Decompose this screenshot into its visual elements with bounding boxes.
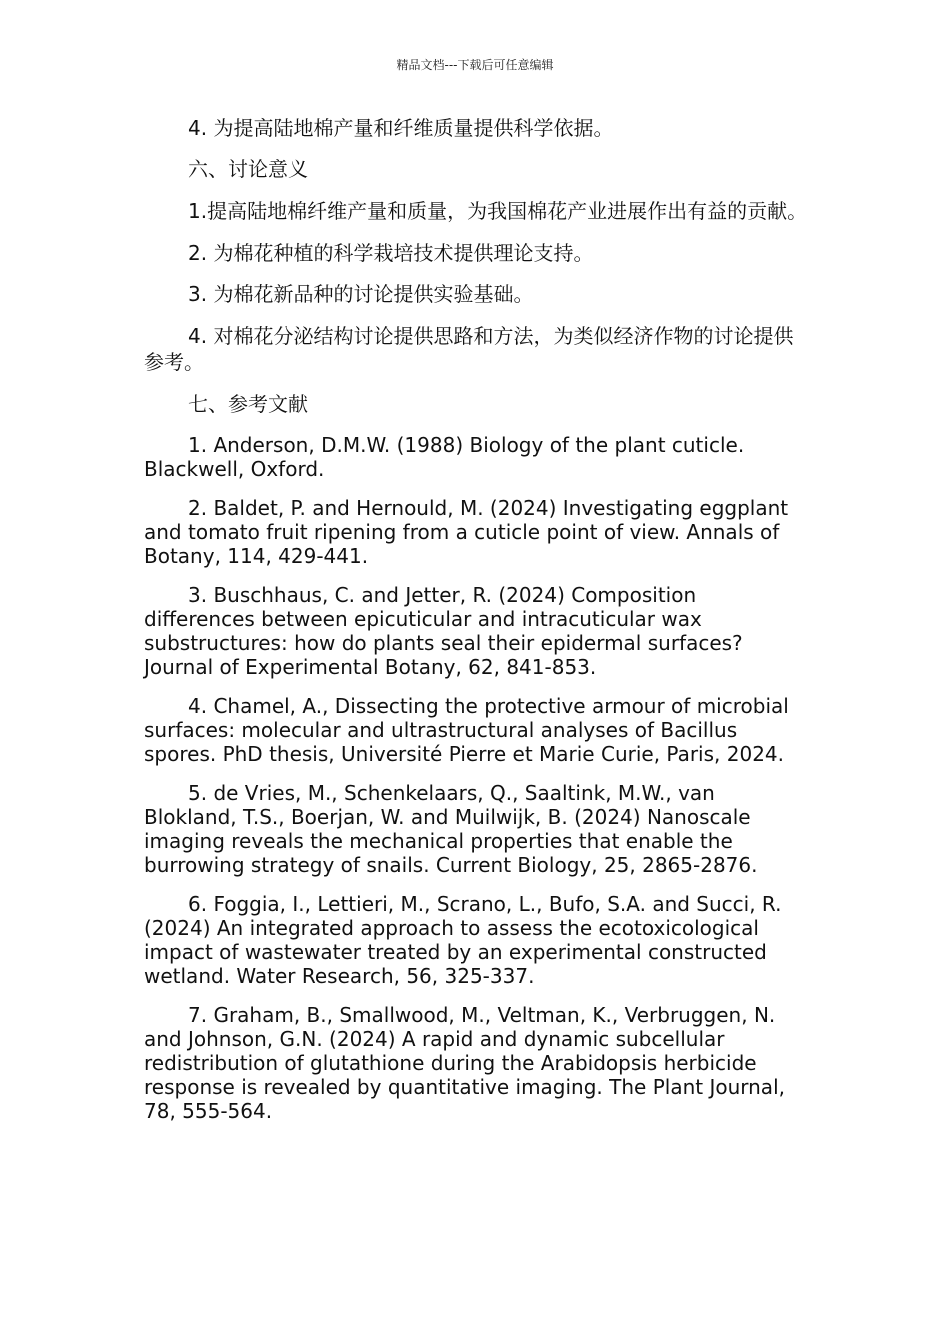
reference-item: 4. Chamel, A., Dissecting the protective armour of microbial surfaces: molecular and ultrastructural analyses of Bacillus spores. PhD thesis, Université Pierre et Marie Curie, Paris, 2024. <box>144 694 789 766</box>
reference-item: 2. Baldet, P. and Hernould, M. (2024) Investigating eggplant and tomato fruit ripening from a cuticle point of view. Annals of Botany, 114, 429-441. <box>144 496 789 568</box>
paragraph-significance-2: 2. 为棉花种植的科学栽培技术提供理论支持。 <box>188 241 594 265</box>
page-header-note: 精品文档---下载后可任意编辑 <box>396 58 554 72</box>
reference-item: 3. Buschhaus, C. and Jetter, R. (2024) Composition differences between epicuticular and intracuticular wax substructures: how do plants seal their epidermal surfaces? Journal of Experimental Botany, 62, 841-853. <box>144 583 743 679</box>
section-heading-significance: 六、讨论意义 <box>188 157 308 181</box>
section-heading-references: 七、参考文献 <box>188 392 308 416</box>
paragraph-purpose-4: 4. 为提高陆地棉产量和纤维质量提供科学依据。 <box>188 116 614 140</box>
reference-item: 6. Foggia, I., Lettieri, M., Scrano, L., Bufo, S.A. and Succi, R. (2024) An integrated approach to assess the ecotoxicological impact of wastewater treated by an experimental constructed wetland. Water Research, 56, 325-337. <box>144 892 782 988</box>
reference-item: 1. Anderson, D.M.W. (1988) Biology of the plant cuticle. Blackwell, Oxford. <box>144 433 745 481</box>
document-body <box>144 116 808 1138</box>
paragraph-significance-1: 1.提高陆地棉纤维产量和质量，为我国棉花产业进展作出有益的贡献。 <box>188 199 808 223</box>
reference-item: 7. Graham, B., Smallwood, M., Veltman, K., Verbruggen, N. and Johnson, G.N. (2024) A rapid and dynamic subcellular redistribution of glutathione during the Arabidopsis herbicide response is revealed by quantitative imaging. The Plant Journal, 78, 555-564. <box>144 1003 785 1123</box>
reference-item: 5. de Vries, M., Schenkelaars, Q., Saaltink, M.W., van Blokland, T.S., Boerjan, W. and Muilwijk, B. (2024) Nanoscale imaging reveals the mechanical properties that enable the burrowing strategy of snails. Current Biology, 25, 2865-2876. <box>144 781 758 877</box>
paragraph-significance-4: 4. 对棉花分泌结构讨论提供思路和方法，为类似经济作物的讨论提供参考。 <box>144 324 794 374</box>
paragraph-significance-3: 3. 为棉花新品种的讨论提供实验基础。 <box>188 282 534 306</box>
